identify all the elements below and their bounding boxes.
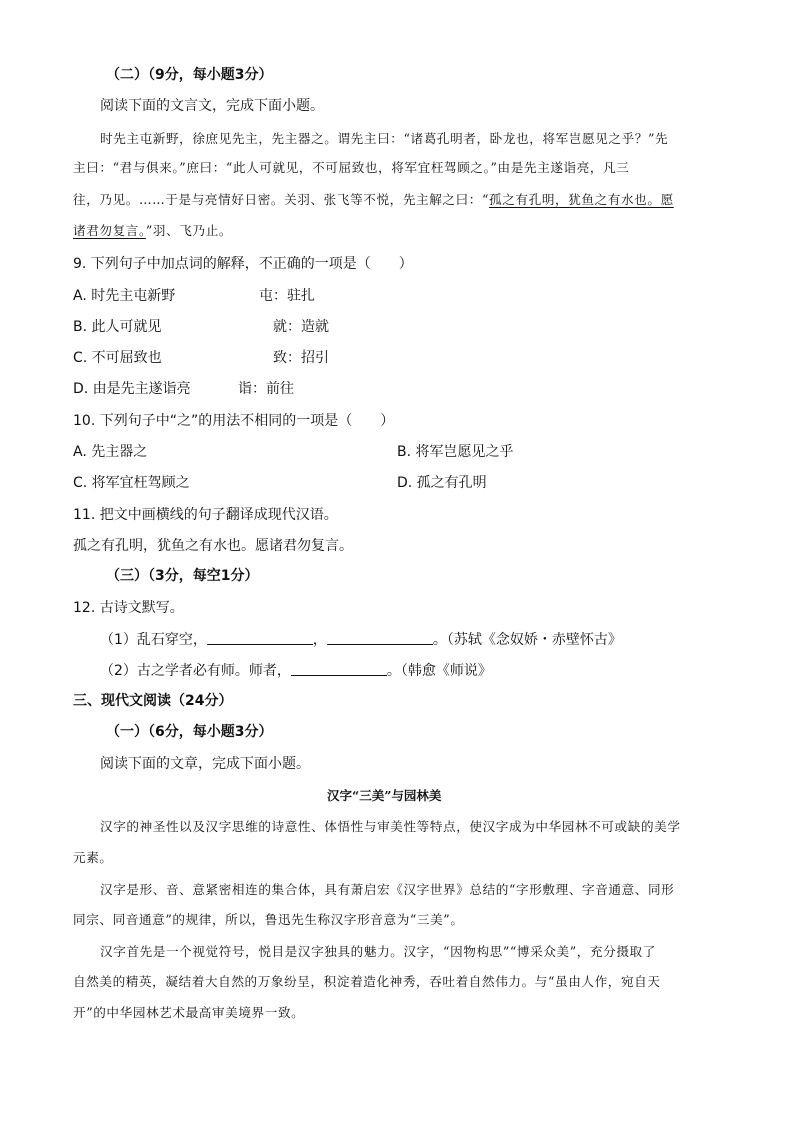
q12-item-1-mid: ， [312,632,327,648]
question-11-sentence: 孤之有孔明，犹鱼之有水也。愿诸君勿复言。 [73,538,353,554]
instructions: 阅读下面的文言文，完成下面小题。 [100,98,324,114]
question-10-stem: 10. 下列句子中“之”的用法不相同的一项是（ ） [73,413,395,429]
q12-item-2-suffix: 。（韩愈《师说》 [386,663,492,679]
q9-option-a: A. 时先主屯新野 [73,288,176,304]
q9-option-b: B. 此人可就见 [73,319,162,335]
classical-text-line [73,190,674,210]
section-heading-3-1: （一）（6分，每小题3分） [106,724,273,740]
fill-blank[interactable] [207,629,313,645]
article-line: 汉字的神圣性以及汉字思维的诗意性、体悟性与审美性等特点，使汉字成为中华园林不可或缺的美学 [100,819,681,834]
instructions: 阅读下面的文章，完成下面小题。 [100,756,310,772]
classical-text-line: 主曰：“君与俱来。”庶曰：“此人可就见，不可屈致也，将军宜枉驾顾之。”由是先主遂诣亮，凡三 [73,160,630,175]
q9-option-c: C. 不可屈致也 [73,350,162,366]
part-3-heading: 三、现代文阅读（24分） [73,693,233,709]
question-12-stem: 12. 古诗文默写。 [73,600,184,616]
article-line: 元素。 [73,850,113,865]
q12-item-2 [100,660,492,681]
section-heading-2: （二）（9分，每小题3分） [106,67,273,83]
q9-option-b-gloss: 就：造就 [273,319,329,335]
q9-option-d: D. 由是先主遂诣亮 [73,381,191,397]
q9-option-a-gloss: 屯：驻扎 [259,288,315,304]
question-11-stem: 11. 把文中画横线的句子翻译成现代汉语。 [73,507,338,523]
q10-option-b: B. 将军岂愿见之乎 [397,444,514,460]
q10-option-d: D. 孤之有孔明 [397,475,487,491]
classical-text-line [73,221,232,241]
fill-blank[interactable] [327,629,433,645]
underlined-sentence: 孤之有孔明，犹鱼之有水也。愿 [489,192,674,207]
classical-text-plain: 往，乃见。……于是与亮情好日密。关羽、张飞等不悦，先主解之曰：“ [73,192,490,207]
fill-blank[interactable] [291,660,387,676]
q9-option-d-gloss: 诣：前往 [238,381,294,397]
article-line: 自然美的精英，凝结着大自然的万象纷呈，积淀着造化神秀，吞吐着自然伟力。与“虽由人作，宛自天 [73,974,661,989]
article-line: 汉字首先是一个视觉符号，悦目是汉字独具的魅力。汉字，“因物构思”“博采众美”，充分摄取了 [100,944,656,959]
underlined-sentence: 诸君勿复言。 [73,223,146,238]
article-line: 同宗、同音通意”的规律，所以，鲁迅先生称汉字形音意为“三美”。 [73,912,464,927]
classical-text-plain: ”羽、飞乃止。 [145,223,233,238]
article-title: 汉字“三美”与园林美 [327,788,442,803]
article-line: 开”的中华园林艺术最高审美境界一致。 [73,1005,305,1020]
q10-option-c: C. 将军宜枉驾顾之 [73,475,190,491]
q9-option-c-gloss: 致：招引 [273,350,329,366]
q12-item-1 [100,629,622,650]
q10-option-a: A. 先主器之 [73,444,148,460]
question-9-stem: 9. 下列句子中加点词的解释，不正确的一项是（ ） [73,256,413,272]
q12-item-1-prefix: （1）乱石穿空， [100,632,207,648]
q12-item-2-prefix: （2）古之学者必有师。师者， [100,663,291,679]
q12-item-1-suffix: 。（苏轼《念奴娇・赤壁怀古》 [432,632,622,648]
article-line: 汉字是形、音、意紧密相连的集合体，具有萧启宏《汉字世界》总结的“字形敷理、字音通意、同形 [100,882,675,897]
section-heading-3: （三）（3分，每空1分） [106,568,259,584]
classical-text-line: 时先主屯新野，徐庶见先主，先主器之。谓先主曰：“诸葛孔明者，卧龙也，将军岂愿见之乎？”先 [100,131,669,146]
